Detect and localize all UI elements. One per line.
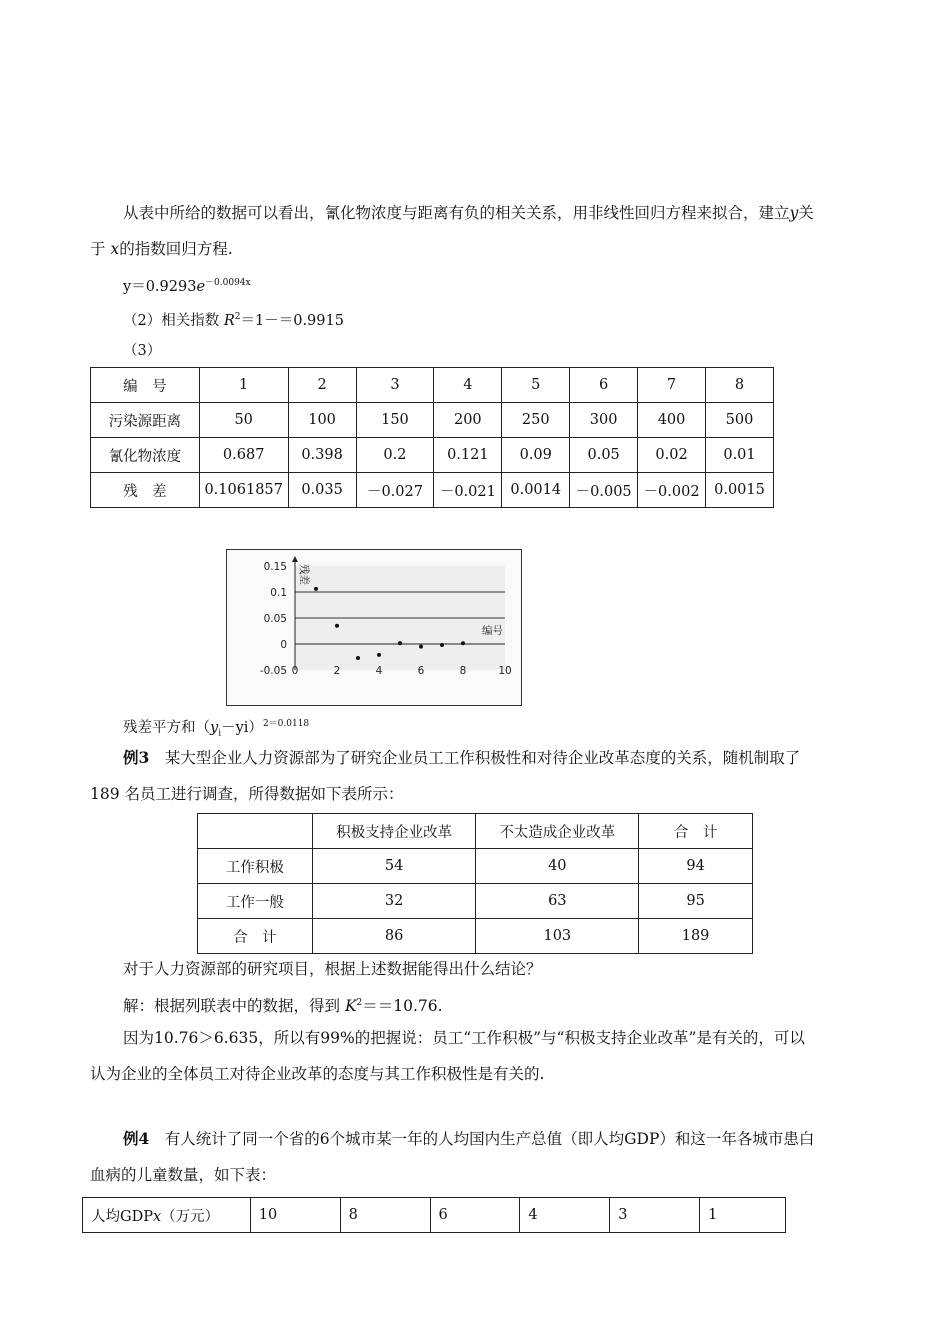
table-cell: 3 — [356, 368, 434, 403]
table-cell: 0.05 — [570, 438, 638, 473]
row-header-cell: 合 计 — [198, 919, 313, 954]
row-header-cell: 氰化物浓度 — [91, 438, 200, 473]
table-cell: 0.09 — [502, 438, 570, 473]
intro-line-1: 从表中所给的数据可以看出，氰化物浓度与距离有负的相关关系，用非线性回归方程来拟合，建立y关 — [123, 204, 814, 222]
solution-3: 解：根据列联表中的数据，得到 $K^2==10.76$. — [123, 997, 443, 1016]
intro-line-2: 于 x的指数回归方程. — [90, 240, 233, 258]
table-cell: 2 — [288, 368, 356, 403]
table-cell: 0.0015 — [705, 473, 773, 508]
conclusion-3-line-1: 因为10.76＞6.635，所以有99%的把握说：员工“工作积极”与“积极支持企业改革”是有关的，可以 — [123, 1029, 805, 1047]
gdp-value-cell: 1 — [700, 1198, 786, 1233]
example-3-line-1: 例3 某大型企业人力资源部为了研究企业员工工作积极性和对待企业改革态度的关系，随机制取了 — [123, 748, 801, 767]
example-4-line-1: 例4 有人统计了同一个省的6个城市某一年的人均国内生产总值（即人均GDP）和这一年各城市患白 — [123, 1129, 815, 1148]
table-cell: 40 — [476, 849, 639, 884]
row-header-cell: 污染源距离 — [91, 403, 200, 438]
residual-table-row — [91, 403, 774, 438]
contingency-table-row — [198, 814, 753, 849]
table-cell: 5 — [502, 368, 570, 403]
table-cell: 103 — [476, 919, 639, 954]
data-point — [314, 587, 318, 591]
row-header-cell: 编 号 — [91, 368, 200, 403]
regression-equation: $y=0.9293e^{-0.0094x}$ — [123, 278, 251, 295]
y-tick-label: -0.05 — [259, 665, 287, 677]
table-cell: 7 — [638, 368, 706, 403]
data-point — [356, 656, 360, 660]
table-cell: 积极支持企业改革 — [312, 814, 476, 849]
row-header-cell — [198, 814, 313, 849]
gdp-value-cell: 4 — [520, 1198, 610, 1233]
contingency-table-row — [198, 849, 753, 884]
y-axis-label: 残差 — [298, 564, 310, 585]
table-cell: 0.035 — [288, 473, 356, 508]
contingency-table-row — [198, 884, 753, 919]
data-point — [419, 645, 423, 649]
residual-table-row — [91, 368, 774, 403]
question-3: 对于人力资源部的研究项目，根据上述数据能得出什么结论？ — [123, 960, 542, 978]
item-3-label: （3） — [123, 343, 162, 359]
residual-table-row — [91, 438, 774, 473]
table-cell: 95 — [639, 884, 753, 919]
data-point — [377, 653, 381, 657]
table-cell: 200 — [434, 403, 502, 438]
x-tick-label: 0 — [291, 665, 299, 677]
residual-table-row — [91, 473, 774, 508]
x-tick-label: 2 — [333, 665, 341, 677]
y-tick-label: 0.1 — [270, 587, 287, 599]
x-tick-label: 8 — [459, 665, 467, 677]
conclusion-3-line-2: 认为企业的全体员工对待企业改革的态度与其工作积极性是有关的. — [90, 1065, 545, 1083]
table-cell: 4 — [434, 368, 502, 403]
example-4-line-2: 血病的儿童数量，如下表： — [90, 1166, 277, 1184]
residual-plot — [226, 549, 522, 706]
table-cell: 500 — [705, 403, 773, 438]
row-header-cell: 工作一般 — [198, 884, 313, 919]
y-tick-label: 0.05 — [263, 613, 287, 625]
gdp-value-cell: 10 — [250, 1198, 340, 1233]
data-point — [398, 641, 402, 645]
gdp-table — [82, 1197, 786, 1233]
table-cell: 100 — [288, 403, 356, 438]
row-header-cell: 工作积极 — [198, 849, 313, 884]
x-tick-label: 4 — [375, 665, 383, 677]
table-cell: 0.398 — [288, 438, 356, 473]
residual-table — [90, 367, 774, 508]
table-cell: －0.021 — [434, 473, 502, 508]
table-cell: 0.2 — [356, 438, 434, 473]
table-cell: 0.01 — [705, 438, 773, 473]
y-tick-label: 0.15 — [263, 561, 287, 573]
table-cell: 86 — [312, 919, 476, 954]
table-cell: 32 — [312, 884, 476, 919]
table-cell: 0.121 — [434, 438, 502, 473]
table-cell: 150 — [356, 403, 434, 438]
table-cell: －0.005 — [570, 473, 638, 508]
table-cell: －0.002 — [638, 473, 706, 508]
data-point — [440, 643, 444, 647]
table-cell: 250 — [502, 403, 570, 438]
y-axis-arrow — [292, 556, 298, 562]
example-4-label: 例4 — [123, 1129, 150, 1148]
table-cell: 不太造成企业改革 — [476, 814, 639, 849]
gdp-header-cell: 人均GDPx（万元） — [83, 1198, 251, 1233]
table-cell: 0.0014 — [502, 473, 570, 508]
table-cell: 50 — [199, 403, 288, 438]
table-cell: －0.027 — [356, 473, 434, 508]
table-cell: 合 计 — [639, 814, 753, 849]
table-cell: 0.687 — [199, 438, 288, 473]
table-cell: 63 — [476, 884, 639, 919]
table-cell: 94 — [639, 849, 753, 884]
row-header-cell: 残 差 — [91, 473, 200, 508]
item-2-correlation: （2）相关指数 $R^2=1-=0.9915$ — [123, 312, 344, 329]
data-point — [461, 641, 465, 645]
residual-plot-svg — [227, 550, 521, 705]
table-cell: 54 — [312, 849, 476, 884]
gdp-row — [83, 1198, 786, 1233]
x-tick-label: 10 — [498, 665, 512, 677]
table-cell: 0.02 — [638, 438, 706, 473]
y-tick-label: 0 — [280, 639, 287, 651]
data-point — [335, 624, 339, 628]
table-cell: 400 — [638, 403, 706, 438]
table-cell: 300 — [570, 403, 638, 438]
table-cell: 6 — [570, 368, 638, 403]
example-3-line-2: 189 名员工进行调查，所得数据如下表所示： — [90, 785, 404, 803]
x-tick-label: 6 — [417, 665, 425, 677]
table-cell: 8 — [705, 368, 773, 403]
residual-sum-squares: 残差平方和$(y_i-yi)^{2=0.0118}$ — [123, 719, 310, 739]
example-3-label: 例3 — [123, 748, 150, 767]
contingency-table — [197, 813, 753, 954]
gdp-value-cell: 8 — [340, 1198, 430, 1233]
table-cell: 1 — [199, 368, 288, 403]
table-cell: 0.1061857 — [199, 473, 288, 508]
gdp-value-cell: 3 — [610, 1198, 700, 1233]
gdp-value-cell: 6 — [430, 1198, 520, 1233]
x-axis-label: 编号 — [482, 625, 503, 637]
contingency-table-row — [198, 919, 753, 954]
table-cell: 189 — [639, 919, 753, 954]
